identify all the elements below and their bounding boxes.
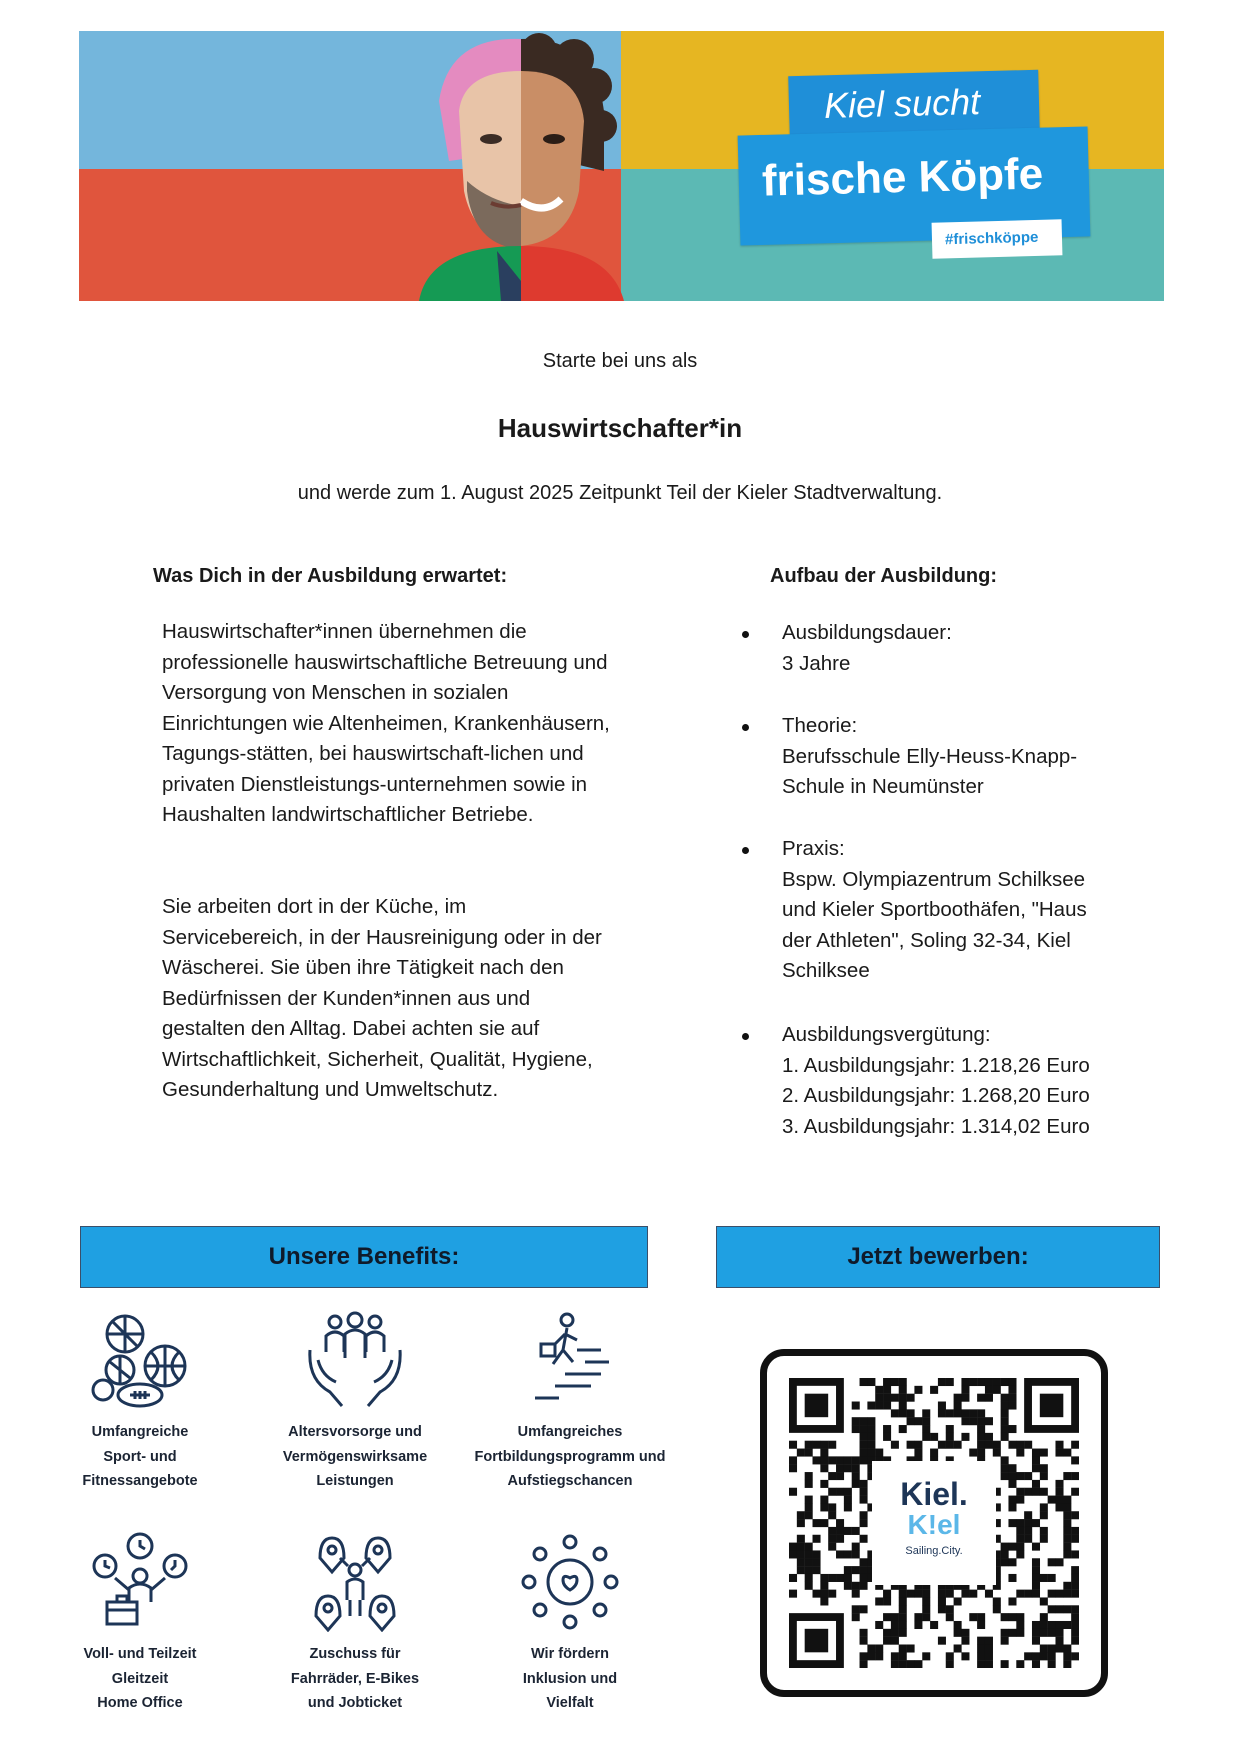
- item-label: Ausbildungsvergütung:: [782, 1023, 991, 1046]
- benefit-label: Zuschuss für: [309, 1646, 401, 1662]
- benefit-label: Home Office: [97, 1695, 183, 1711]
- split-face-illustration: [379, 31, 659, 301]
- kiel-logo-text: Kiel.: [900, 1476, 968, 1512]
- bullet-dot: [742, 1033, 749, 1040]
- benefit-training: [460, 1310, 680, 1494]
- apply-heading-bar: [716, 1226, 1160, 1288]
- clocks-person-icon: [85, 1532, 195, 1632]
- benefit-label: Vermögenswirksame: [282, 1448, 428, 1465]
- item-label: Praxis:: [782, 837, 845, 860]
- benefit-label: Umfangreiche: [91, 1424, 189, 1440]
- benefit-pension: [245, 1310, 465, 1494]
- benefit-label: Altersvorsorge und: [288, 1424, 422, 1440]
- start-date-line: und werde zum 1. August 2025 Zeitpunkt Teil der Kieler Stadtverwaltung.: [297, 482, 943, 504]
- item-line: Schule in Neumünster: [782, 775, 984, 798]
- banner-headline-line1: Kiel sucht: [823, 80, 981, 127]
- item-label: Theorie:: [782, 714, 858, 737]
- expectations-paragraph-1: Hauswirtschafter*innen übernehmen die professionelle hauswirtschaftliche Betreuung und Versorgung von Menschen in sozialen Einrichtungen wie Altenheimen, Krankenhäusern, Tagungs-stätten, bei hauswirtschaft-lichen und privaten Dienstleistungs-unternehmen sowie in Haushalten landwirtschaftlicher Betriebe.: [162, 620, 610, 826]
- structure-item-practice: [742, 834, 1142, 987]
- benefit-label: Leistungen: [316, 1473, 394, 1489]
- kiel-logo-mark: K!el: [907, 1509, 961, 1540]
- item-line: der Athleten", Soling 32-34, Kiel: [782, 928, 1071, 952]
- benefit-label: Fortbildungsprogramm und: [474, 1448, 666, 1465]
- item-line: 2. Ausbildungsjahr: 1.268,20 Euro: [782, 1084, 1090, 1107]
- structure-heading: Aufbau der Ausbildung:: [770, 565, 998, 587]
- stairs-climb-icon: [515, 1310, 625, 1410]
- bullet-dot: [742, 631, 749, 638]
- banner-hashtag: #frischköppe: [944, 228, 1039, 249]
- benefits-heading-bar: [80, 1226, 648, 1288]
- intro-text: Starte bei uns als: [542, 350, 698, 372]
- hands-people-icon: [300, 1310, 410, 1410]
- hero-banner: [79, 31, 1164, 301]
- benefit-label: Voll- und Teilzeit: [83, 1646, 197, 1662]
- job-title: Hauswirtschafter*in: [497, 413, 743, 443]
- item-label: Ausbildungsdauer:: [782, 621, 952, 644]
- benefit-label: Fahrräder, E-Bikes: [290, 1670, 420, 1687]
- benefit-worktime: [30, 1532, 250, 1716]
- structure-item-theory: [742, 711, 1142, 803]
- benefit-mobility: [245, 1532, 465, 1716]
- route-pins-icon: [300, 1532, 410, 1632]
- structure-item-duration: [742, 618, 1142, 679]
- benefit-label: Wir fördern: [530, 1646, 609, 1662]
- application-qr-code[interactable]: [760, 1349, 1108, 1697]
- banner-headline-line2: frische Köpfe: [761, 149, 1044, 206]
- item-line: Bspw. Olympiazentrum Schilksee: [782, 867, 1086, 891]
- benefits-heading: Unsere Benefits:: [268, 1243, 460, 1270]
- benefit-label: Gleitzeit: [111, 1670, 169, 1687]
- bullet-dot: [742, 724, 749, 731]
- sports-balls-icon: [85, 1310, 195, 1410]
- apply-heading: Jetzt bewerben:: [847, 1243, 1029, 1270]
- item-line: 3. Ausbildungsjahr: 1.314,02 Euro: [782, 1114, 1090, 1138]
- bullet-dot: [742, 847, 749, 854]
- benefit-label: und Jobticket: [307, 1695, 403, 1711]
- benefit-label: Umfangreiches: [517, 1424, 623, 1440]
- benefit-label: Sport- und: [103, 1448, 177, 1465]
- item-line: und Kieler Sportboothäfen, "Haus: [782, 898, 1087, 921]
- item-line: 3 Jahre: [782, 651, 851, 675]
- expectations-heading: Was Dich in der Ausbildung erwartet:: [153, 565, 508, 587]
- item-line: 1. Ausbildungsjahr: 1.218,26 Euro: [782, 1053, 1090, 1077]
- structure-item-salary: [742, 1020, 1142, 1142]
- expectations-paragraph-2: Sie arbeiten dort in der Küche, im Servicebereich, in der Hausreinigung oder in der Wäscherei. Sie üben ihre Tätigkeit nach den Bedürfnissen der Kunden*innen aus und gestalten den Alltag. Dabei achten sie auf Wirtschaftlichkeit, Sicherheit, Qualität, Hygiene, Gesunderhaltung und Umweltschutz.: [162, 895, 602, 1101]
- benefit-label: Inklusion und: [522, 1670, 618, 1687]
- benefit-label: Aufstiegschancen: [507, 1473, 633, 1489]
- kiel-logo-tagline: Sailing.City.: [905, 1545, 963, 1557]
- kiel-logo: [872, 1461, 996, 1585]
- inclusion-circle-icon: [515, 1532, 625, 1632]
- item-line: Schilksee: [782, 959, 870, 982]
- benefit-sports: [30, 1310, 250, 1494]
- benefit-label: Fitnessangebote: [82, 1473, 198, 1489]
- benefit-label: Vielfalt: [546, 1695, 594, 1711]
- item-line: Berufsschule Elly-Heuss-Knapp-: [782, 744, 1078, 768]
- benefit-inclusion: [460, 1532, 680, 1716]
